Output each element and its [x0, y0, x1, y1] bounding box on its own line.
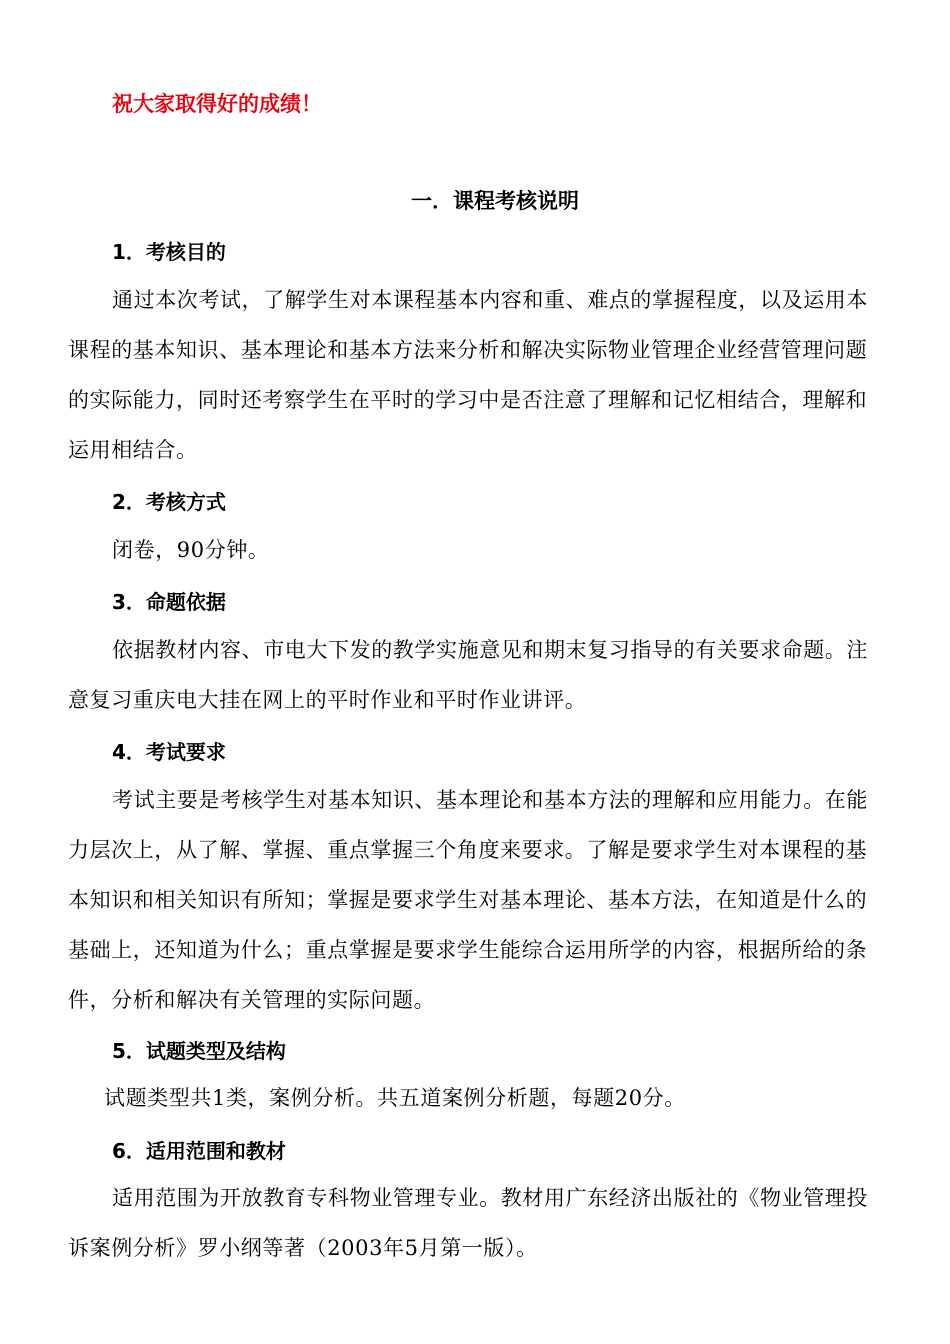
item-text-method: 闭卷，90分钟。	[112, 538, 270, 562]
item-text-scope: 适用范围为开放教育专科物业管理专业。教材用广东经济出版社的《物业管理投诉案例分析》罗小纲等著（2003年5月第一版）。	[68, 1186, 868, 1260]
item-heading-method: 2．考核方式	[112, 490, 226, 514]
item-text-basis: 依据教材内容、市电大下发的教学实施意见和期末复习指导的有关要求命题。注意复习重庆电大挂在网上的平时作业和平时作业讲评。	[68, 638, 868, 712]
item-text-purpose: 通过本次考试，了解学生对本课程基本内容和重、难点的掌握程度，以及运用本课程的基本知识、基本理论和基本方法来分析和解决实际物业管理企业经营管理问题的实际能力，同时还考察学生在平时的学习中是否注意了理解和记忆相结合，理解和运用相结合。	[68, 288, 868, 462]
item-heading-requirements: 4．考试要求	[112, 740, 226, 764]
item-heading-basis: 3．命题依据	[112, 590, 226, 614]
section-title: 一．课程考核说明	[411, 189, 579, 213]
item-text-requirements: 考试主要是考核学生对基本知识、基本理论和基本方法的理解和应用能力。在能力层次上，从了解、掌握、重点掌握三个角度来要求。了解是要求学生对本课程的基本知识和相关知识有所知；掌握是要求学生对基本理论、基本方法，在知道是什么的基础上，还知道为什么；重点掌握是要求学生能综合运用所学的内容，根据所给的条件，分析和解决有关管理的实际问题。	[68, 788, 868, 1012]
greeting-text: 祝大家取得好的成绩！	[112, 92, 322, 116]
item-heading-scope: 6．适用范围和教材	[112, 1139, 286, 1163]
item-text-question-types: 试题类型共1类，案例分析。共五道案例分析题，每题20分。	[104, 1086, 686, 1110]
item-heading-question-types: 5．试题类型及结构	[112, 1039, 286, 1063]
item-heading-purpose: 1．考核目的	[112, 240, 226, 264]
